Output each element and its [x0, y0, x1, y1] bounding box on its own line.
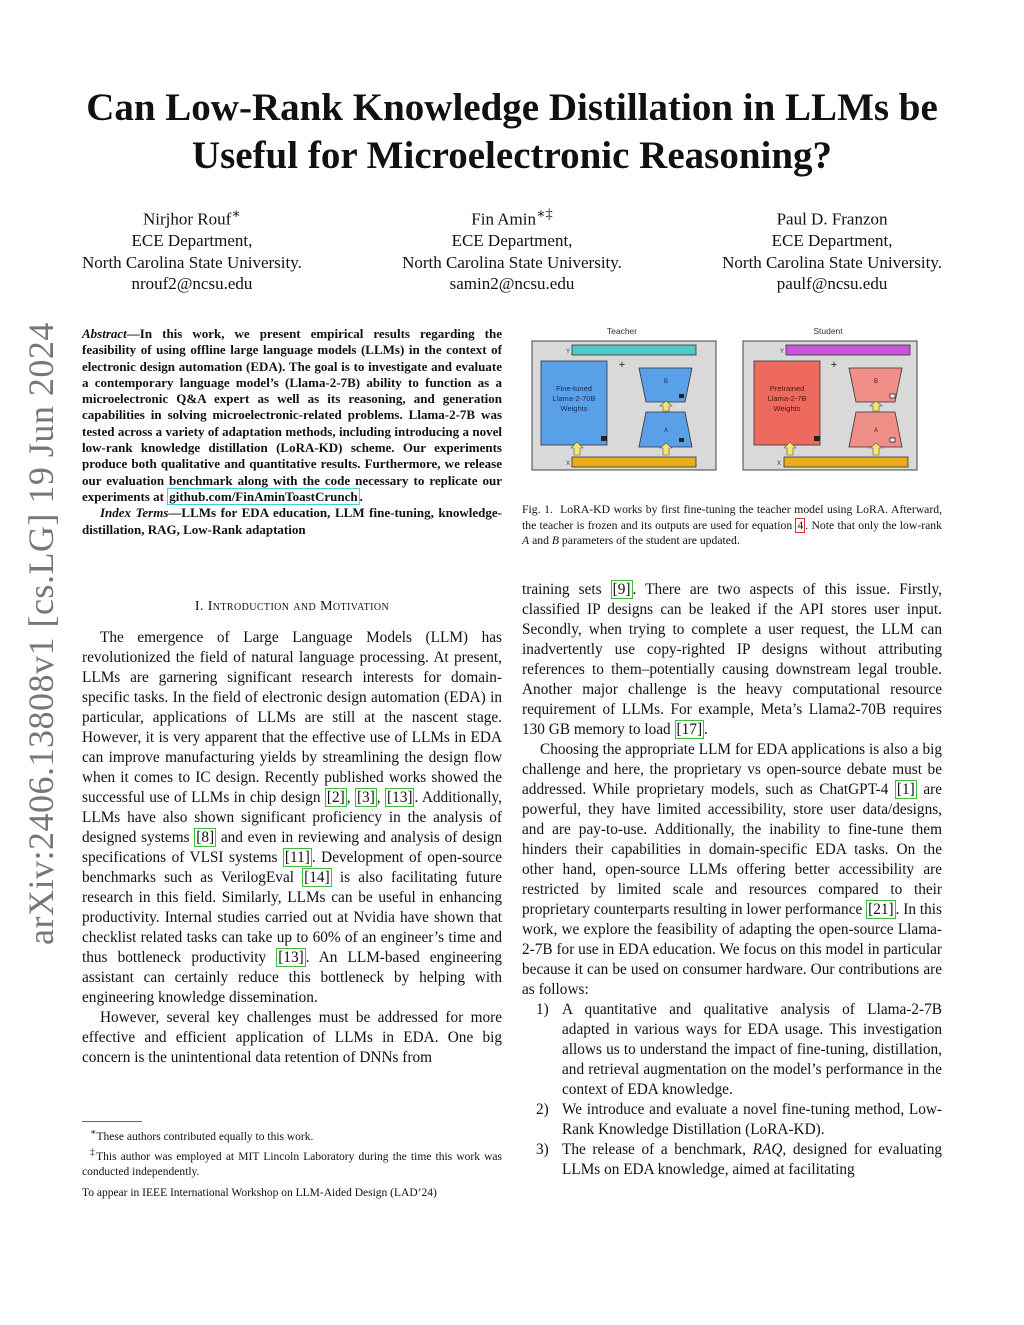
citation[interactable]: [13]: [278, 949, 304, 966]
footnote-mark: ∗: [90, 1127, 97, 1138]
footnotes: [82, 1125, 502, 1180]
intro-text: [82, 628, 502, 1068]
x-label: X: [777, 461, 782, 467]
contributions-list: [522, 1000, 942, 1180]
x-label: X: [566, 461, 571, 467]
figure-1: [522, 322, 942, 474]
teacher-weights-line: Weights: [560, 404, 588, 413]
abstract: [82, 326, 502, 538]
caption-label: Fig. 1.: [522, 503, 553, 516]
student-weights-line: Llama-2-7B: [767, 394, 807, 403]
b-label: B: [663, 379, 669, 385]
citation[interactable]: [8]: [196, 829, 215, 846]
citation[interactable]: [2]: [326, 789, 345, 806]
student-y-bar: [786, 345, 910, 355]
abstract-label: Abstract: [82, 326, 127, 341]
unlock-icon: [890, 394, 895, 398]
student-panel: [743, 341, 917, 470]
abstract-end: .: [359, 488, 363, 504]
footnote-rule: [82, 1121, 142, 1122]
author-name: Nirjhor Rouf: [142, 209, 232, 229]
unlock-icon: [890, 438, 895, 442]
section-title: Introduction and Motivation: [207, 599, 390, 614]
lock-icon: [679, 394, 684, 398]
author-dept: ECE Department,: [771, 231, 893, 251]
author-2: [402, 204, 622, 295]
section-number: I.: [194, 599, 204, 614]
author-email[interactable]: paulf@ncsu.edu: [776, 274, 888, 294]
paragraph-choosing-llm: Choosing the appropriate LLM for EDA applications is also a big challenge and here, the proprietary vs open-source debate must be addressed. While proprietary models, such as ChatGPT-4 [1] are powerful, they have limited accessibility, store user data/designs, and are pay-to-use. Additionally, the inability to fine-tune them hinders their capabilities in domain-specific EDA tasks. On the other hand, open-source LLMs offering better accessibility are restricted by limited scale and resources compared to their proprietary counterparts resulting in lower performance [21] . In this work, we explore the feasibility of adapting the open-source Llama-2-7B for use in EDA education. We focus on this model in particular because it can be used on consumer hardware. Our contributions are as follows:: [522, 741, 942, 998]
y-label: Y: [780, 349, 785, 355]
lora-kd-diagram: [522, 322, 942, 474]
figure-caption: Fig. 1. LoRA-KD works by first fine-tuning the teacher model using LoRA. Afterward, the teacher is frozen and its outputs are used for equation 4 . Note that only the low-rank A and B parameters of the student are updated.: [522, 503, 942, 547]
student-x-bar: [784, 457, 908, 467]
citation[interactable]: [17]: [676, 721, 703, 738]
teacher-y-bar: [572, 345, 696, 355]
lock-icon: [814, 436, 820, 441]
footnote-1: These authors contributed equally to this work.: [96, 1130, 314, 1143]
author-block: [82, 204, 942, 295]
citation[interactable]: [21]: [868, 901, 894, 918]
author-email[interactable]: nrouf2@ncsu.edu: [131, 274, 253, 294]
y-label: Y: [566, 349, 571, 355]
list-item: 2) We introduce and evaluate a novel fine-tuning method, Low-Rank Knowledge Distillation (LoRA-KD).: [536, 1101, 942, 1138]
teacher-panel: [532, 341, 716, 470]
citation[interactable]: [14]: [304, 869, 330, 886]
author-univ: North Carolina State University.: [82, 252, 302, 272]
list-item: 1) A quantitative and qualitative analysis of Llama-2-7B adapted in various ways for EDA usage. This investigation allows us to understand the impact of fine-tuning, distillation, and retrieval augmentation on the model’s performance in the context of EDA knowledge.: [536, 1001, 942, 1098]
teacher-weights-line: Llama-2-70B: [552, 394, 596, 403]
author-univ: North Carolina State University.: [722, 252, 942, 272]
author-dept: ECE Department,: [451, 231, 573, 251]
abstract-text: —In this work, we present empirical results regarding the feasibility of using offline large language models (LLMs) in the context of electronic design automation (EDA). The goal is to investigate and evaluate a contemporary language model’s (Llama-2-7B) ability to function as a microelectronic Q&A expert as well as its reasoning, and generation capabilities in solving microelectronic-related problems. Llama-2-7B was tested across a variety of adaptation methods, including introducing a novel low-rank knowledge distillation (LoRA-KD) scheme. Our experiments produce both qualitative and quantitative results. Furthermore, we release our evaluation benchmark along with the code necessary to replicate our experiments at: [82, 326, 502, 504]
teacher-x-bar: [572, 457, 696, 467]
teacher-label: Teacher: [606, 326, 638, 336]
author-mark: ∗: [231, 206, 241, 222]
list-item: 3) The release of a benchmark, RAQ, designed for evaluating LLMs on EDA knowledge, aimed at facilitating: [536, 1141, 942, 1178]
right-column-text: [522, 580, 942, 1180]
author-name: Paul D. Franzon: [776, 209, 888, 229]
intro-paragraph-1: The emergence of Large Language Models (LLM) has revolutionized the field of natural language processing. At present, LLMs are garnering significant research interests for domain-specific tasks. In the field of electronic design automation (EDA) in particular, applications of LLMs are still at the nascent stage. However, it is very apparent that the effective use of LLMs in EDA can improve manufacturing yields by streamlining the design flow when it comes to IC design. Recently published works showed the successful use of LLMs in chip design [2] , [3] , [13] . Additionally, LLMs have also shown significant proficiency in the analysis of designed systems [8] and even in reviewing and analysis of design specifications of VLSI systems [11] . Development of open-source benchmarks such as VerilogEval [14] is also facilitating future research in this field. Similarly, LLMs can be useful in enhancing productivity. Internal studies carried out at Nvidia have shown that checklist related tasks can take up to 60% of an engineer’s time and thus bottleneck productivity [13] . An LLM-based engineering assistant can certainly reduce this bottleneck by helping with engineering knowledge dissemination.: [82, 629, 503, 1006]
section-heading: [82, 599, 502, 615]
citation[interactable]: [3]: [356, 789, 375, 806]
plus-sign: +: [618, 359, 626, 371]
plus-sign: +: [830, 359, 838, 371]
author-3: [722, 204, 942, 295]
student-weights-line: Pretrained: [769, 384, 805, 393]
citation[interactable]: [9]: [612, 581, 631, 598]
footnote-mark: ‡: [90, 1146, 97, 1158]
citation[interactable]: [13]: [386, 789, 413, 806]
equation-ref[interactable]: 4: [797, 518, 804, 532]
index-terms-label: Index Terms: [100, 505, 169, 521]
citation[interactable]: [11]: [284, 849, 310, 866]
student-label: Student: [813, 326, 843, 336]
b-label: B: [873, 379, 879, 385]
intro-paragraph-2: However, several key challenges must be addressed for more effective and efficient application of LLMs in EDA. One big concern is the unintentional data retention of DNNs from: [82, 1009, 502, 1066]
lock-icon: [601, 436, 607, 441]
author-1: [82, 204, 302, 295]
author-dept: ECE Department,: [131, 231, 253, 251]
student-weights-line: Weights: [773, 404, 801, 413]
index-terms: —LLMs for EDA education, LLM fine-tuning, knowledge-distillation, RAG, Low-Rank adaptation: [82, 505, 502, 537]
author-email[interactable]: samin2@ncsu.edu: [449, 274, 575, 294]
lock-icon: [679, 438, 684, 442]
teacher-b-block: [639, 368, 692, 402]
author-univ: North Carolina State University.: [402, 252, 622, 272]
footnote-2: This author was employed at MIT Lincoln Laboratory during the time this work was conducted independently.: [82, 1150, 503, 1178]
venue-note: To appear in IEEE International Workshop on LLM-Aided Design (LAD’24): [82, 1187, 437, 1199]
student-weights: [754, 361, 820, 445]
a-label: A: [663, 428, 669, 434]
teacher-weights: [541, 361, 607, 445]
arxiv-stamp: arXiv:2406.13808v1 [cs.LG] 19 Jun 2024: [21, 322, 61, 945]
a-label: A: [873, 428, 879, 434]
citation[interactable]: [1]: [896, 781, 915, 798]
teacher-weights-line: Fine-tuned: [556, 384, 592, 393]
author-name: Fin Amin: [471, 209, 536, 229]
paragraph-training-sets: training sets [9] . There are two aspects of this issue. Firstly, classified IP designs can be leaked if the API stores user input. Secondly, when trying to complete a user request, the LLM can inadvertently use copy-righted IP designs without attributing references to them–potentially causing downstream legal trouble. Another major challenge is the heavy computational resource requirement of LLMs. For example, Meta’s Llama2-70B requires 130 GB memory to load [17] .: [522, 581, 942, 738]
author-mark: ∗‡: [536, 206, 553, 222]
paper-title: Can Low-Rank Knowledge Distillation in LLMs be Useful for Microelectronic Reasoning?: [86, 86, 938, 177]
code-link[interactable]: github.com/FinAminToastCrunch: [169, 488, 358, 504]
